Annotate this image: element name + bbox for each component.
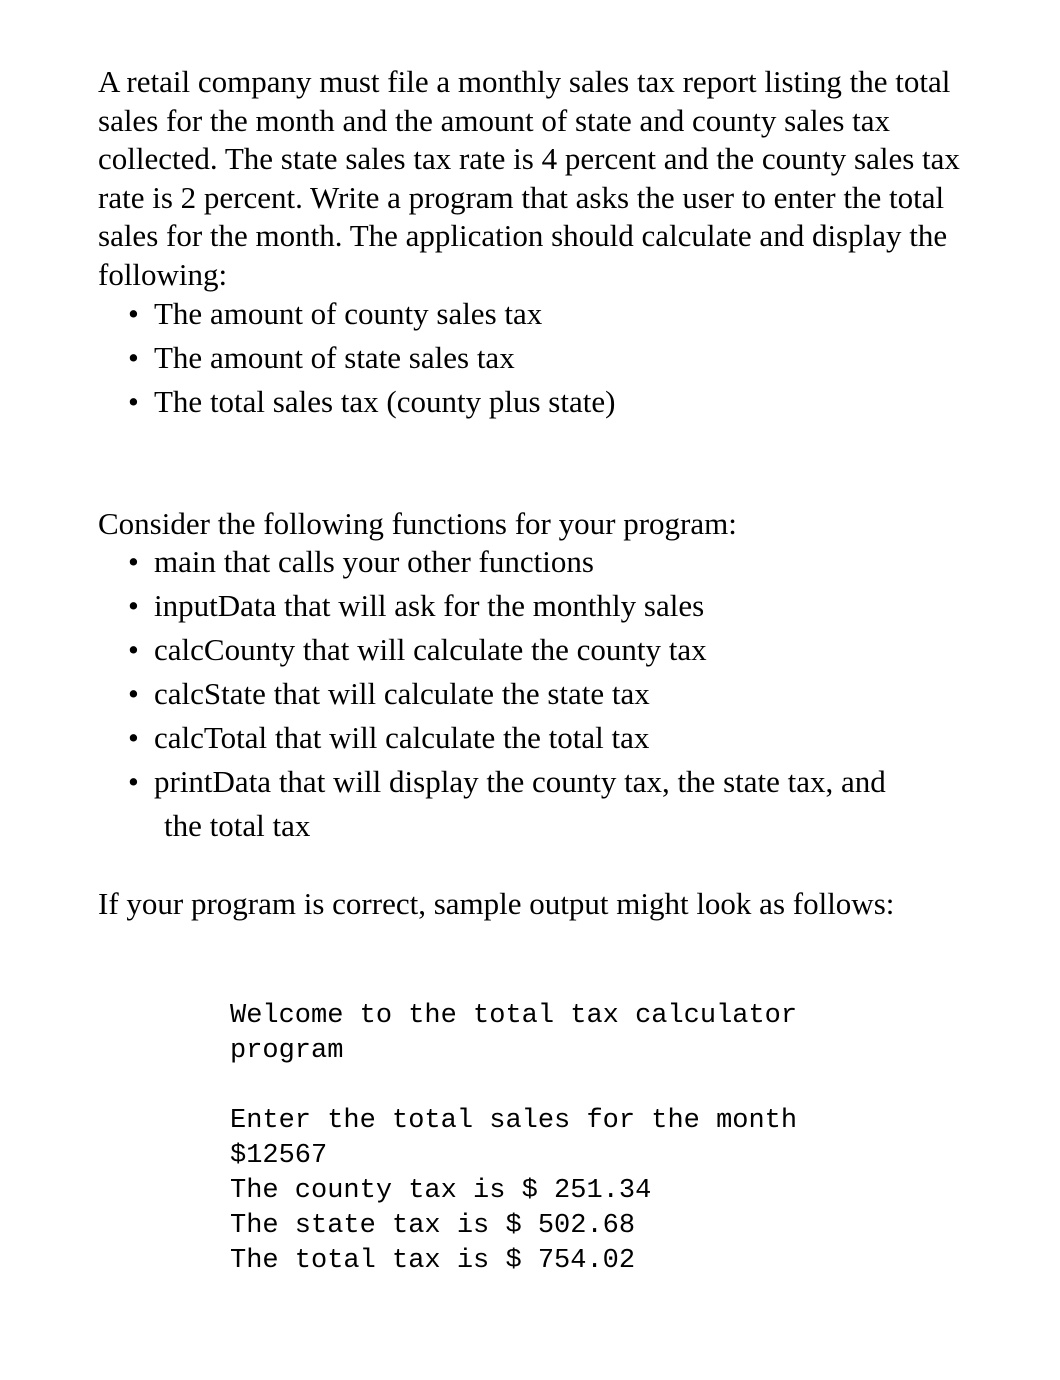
list-item: • The total sales tax (county plus state) [128, 384, 616, 419]
list-item: • calcCounty that will calculate the county tax [128, 632, 707, 667]
list-item: • The amount of state sales tax [128, 340, 515, 375]
functions-heading: Consider the following functions for your program: [98, 506, 737, 541]
list-item: • calcState that will calculate the state tax [128, 676, 650, 711]
list-item: • calcTotal that will calculate the total tax [128, 720, 650, 755]
list-item: • printData that will display the county tax, the state tax, and [128, 764, 886, 799]
list-item: • main that calls your other functions [128, 544, 594, 579]
list-item: • inputData that will ask for the monthly sales [128, 588, 705, 623]
sample-heading: If your program is correct, sample output might look as follows: [98, 886, 895, 921]
list-item-continuation: the total tax [164, 808, 311, 843]
list-item: • The amount of county sales tax [128, 296, 543, 331]
outputs-list [128, 292, 615, 424]
sample-output: Welcome to the total tax calculator program Enter the total sales for the month $12567 The county tax is $ 251.34 The state tax is $ 502.68 The total tax is $ 754.02 [230, 1001, 798, 1276]
intro-paragraph: A retail company must file a monthly sales tax report listing the total sales for the month and the amount of state and county sales tax collected. The state sales tax rate is 4 percent and the county sales tax rate is 2 percent. Write a program that asks the user to enter the total sales for the month. The application should calculate and display the following: [98, 64, 960, 292]
functions-list [128, 540, 886, 848]
